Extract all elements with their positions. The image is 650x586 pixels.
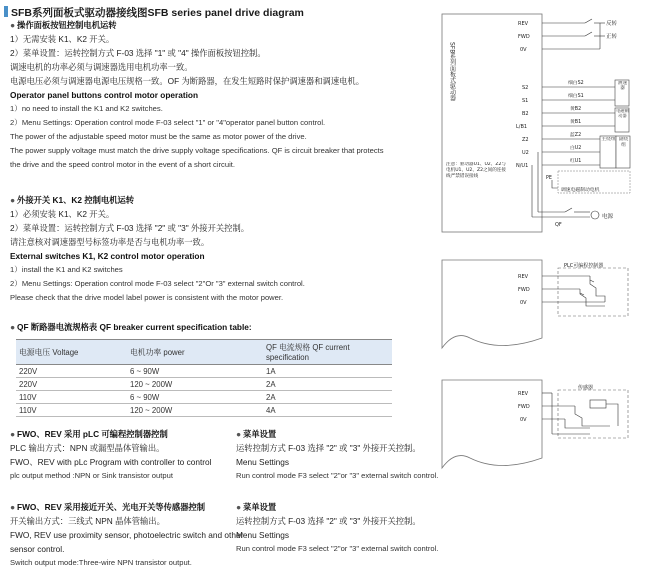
sensor-box: [558, 390, 628, 438]
pe-wire: [552, 180, 558, 188]
text-line: The power supply voltage must match the drive supply voltage specifications. QF is circuit breaker that protects: [10, 146, 384, 155]
text-line: FWO, REV use proximity sensor, photoelectric switch and other: [10, 530, 244, 540]
wire-label: 黄B2: [570, 107, 582, 112]
table-row: [16, 378, 392, 391]
wiring-note: 注意：驱动器U1、U2、Z2与电机U1、U2、Z2之间的连接线严禁错误接线: [446, 162, 506, 179]
table-cell: 110V: [16, 404, 127, 417]
terminal-rev: REV: [518, 21, 529, 27]
table-row: [16, 365, 392, 378]
qf-label: QF: [555, 222, 562, 228]
wire-label: 黄B1: [570, 120, 582, 125]
qf-spec-table: [16, 339, 392, 417]
text-line: 运转控制方式 F-03 选择 "2" 或 "3" 外接开关控制。: [236, 516, 421, 526]
operator-panel-section: [10, 18, 384, 172]
switch-reverse-label: 反转: [606, 21, 618, 27]
aux-winding-label: 副绕组: [618, 137, 629, 148]
terminal-s1: S1: [522, 98, 529, 104]
brake-label: 电磁制动器: [616, 109, 629, 118]
column-header: 电源电压 Voltage: [16, 340, 127, 365]
bullet-icon: ●: [10, 195, 16, 205]
bullet-icon: ●: [10, 20, 16, 30]
text-line: 调速电机的功率必须与调速器选用电机功率一致。: [10, 62, 193, 72]
text-line: 1）install the K1 and K2 switches: [10, 265, 123, 274]
table-cell: 1A: [263, 365, 392, 378]
table-row: [16, 404, 392, 417]
table-cell: 110V: [16, 391, 127, 404]
bullet-icon: ●: [236, 429, 242, 439]
column-header: 电机功率 power: [127, 340, 263, 365]
device-label: [449, 42, 456, 103]
wire-label: 细白S2: [568, 81, 584, 86]
text-line: 2）菜单设置：运转控制方式 F-03 选择 "2" 或 "3" 外接开关控制。: [10, 223, 250, 233]
menu-settings-2: [236, 500, 438, 556]
main-winding-label: 主绕组: [601, 137, 616, 142]
sensor-title: 传感器: [578, 385, 594, 391]
terminal-fwd: FWD: [518, 34, 530, 40]
external-switch-en-heading: External switches K1, K2 control motor operation: [10, 251, 205, 261]
note-box: [446, 162, 506, 202]
text-line: Menu Settings: [236, 530, 290, 540]
text-line: 1）必须安装 K1、K2 开关。: [10, 209, 115, 219]
text-line: 1）无需安装 K1、K2 开关。: [10, 34, 115, 44]
text-line: the drive and the speed control motor in the event of a short circuit.: [10, 160, 235, 169]
bullet-icon: ●: [10, 322, 16, 332]
text-line: 电源电压必须与调速器电源电压规格一致。OF 为断路器，在发生短路时保护调速器和调速电机。: [10, 76, 365, 86]
title-en: SFB series panel drive diagram: [147, 7, 304, 19]
table-cell: 120 ~ 200W: [127, 378, 263, 391]
motor-label: 调速电磁制动电机: [561, 188, 600, 193]
operator-panel-heading: 操作面板按钮控制电机运转: [17, 20, 117, 30]
power-source-icon: [591, 211, 599, 219]
power-label: 电源: [602, 214, 614, 220]
table-cell: 2A: [263, 391, 392, 404]
wire-label: 细白S1: [568, 94, 584, 99]
title-accent-bar: [4, 6, 8, 17]
table-cell: 220V: [16, 365, 127, 378]
pe-label: PE: [546, 176, 552, 181]
text-line: PLC 输出方式：NPN 或漏型晶体管输出。: [10, 443, 165, 453]
terminal-z2: Z2: [522, 137, 529, 143]
plc-heading: FWO、REV 采用 pLC 可编程控制器控制: [17, 429, 168, 439]
text-line: FWO、REV with pLc Program with controller to control: [10, 457, 212, 467]
plc-wiring-diagram: [440, 258, 640, 368]
bullet-icon: ●: [10, 502, 16, 512]
terminal-rev: REV: [518, 274, 529, 280]
plc-box: [558, 268, 628, 316]
terminal-rev: REV: [518, 391, 529, 397]
sensor-wires: [542, 393, 618, 434]
external-switch-heading: 外接开关 K1、K2 控制电机运转: [17, 195, 135, 205]
device-label-char: SFB系列面板式驱动器: [448, 42, 456, 102]
text-line: 开关输出方式：三线式 NPN 晶体管输出。: [10, 516, 165, 526]
sensor-element: [590, 400, 606, 408]
switch-wires: [542, 19, 605, 49]
terminal-u2: U2: [522, 150, 529, 156]
text-line: plc output method :NPN or Sink transistor output: [10, 471, 173, 480]
terminal-fwd: FWD: [518, 404, 530, 410]
operator-panel-en-heading: Operator panel buttons control motor operation: [10, 90, 199, 100]
menu-settings-1: [236, 427, 438, 483]
text-line: 2）菜单设置：运转控制方式 F-03 选择 "1" 或 "4" 操作面板按钮控制。: [10, 48, 266, 58]
table-cell: 4A: [263, 404, 392, 417]
bullet-icon: ●: [236, 502, 242, 512]
menu-heading: 菜单设置: [243, 502, 277, 512]
plc-title: PLC可编程控制器: [564, 263, 604, 269]
terminal-0v: 0V: [520, 417, 527, 423]
switch-forward-label: 正转: [606, 34, 618, 40]
tachometer-label: 测速器: [617, 81, 628, 92]
main-wiring-diagram: [440, 12, 640, 237]
text-line: 2）Menu Settings: Operation control mode F-03 select "2"Or "3" external switch control.: [10, 279, 305, 288]
table-row: [16, 391, 392, 404]
title-zh: SFB系列面板式驱动器接线图: [11, 7, 148, 19]
terminal-b2: B2: [522, 111, 529, 117]
sensor-section: [10, 500, 243, 570]
text-line: Please check that the drive model label power is consistent with the motor power.: [10, 293, 284, 302]
wire-label: 蓝Z2: [570, 133, 582, 138]
menu-heading: 菜单设置: [243, 429, 277, 439]
table-cell: 2A: [263, 378, 392, 391]
text-line: Run control mode F3 select "2"or "3" external switch control.: [236, 544, 439, 553]
terminal-lb1: L/B1: [516, 124, 528, 130]
sensor-heading: FWO、REV 采用接近开关、光电开关等传感器控制: [17, 502, 206, 512]
qf-table-heading: ● QF 断路器电流规格表 QF breaker current specification table:: [10, 322, 252, 332]
plc-wires: [542, 276, 605, 306]
text-line: 运转控制方式 F-03 选择 "2" 或 "3" 外接开关控制。: [236, 443, 421, 453]
text-line: The power of the adjustable speed motor must be the same as motor power of the drive.: [10, 132, 307, 141]
text-line: Menu Settings: [236, 457, 290, 467]
table-cell: 6 ~ 90W: [127, 391, 263, 404]
plc-section: [10, 427, 212, 483]
column-header: QF 电流规格 QF current specification: [263, 340, 392, 365]
wire-label: 白U2: [570, 146, 582, 151]
bullet-icon: ●: [10, 429, 16, 439]
terminal-0v: 0V: [520, 47, 527, 53]
wire-label: 红U1: [570, 159, 582, 164]
text-line: sensor control.: [10, 544, 65, 554]
table-cell: 220V: [16, 378, 127, 391]
sensor-wiring-diagram: [440, 378, 640, 488]
external-switch-section: [10, 193, 305, 305]
terminal-0v: 0V: [520, 300, 527, 306]
terminal-fwd: FWD: [518, 287, 530, 293]
terminal-nu1: N/U1: [516, 163, 529, 169]
table-cell: 6 ~ 90W: [127, 365, 263, 378]
text-line: 2）Menu Settings: Operation control mode F-03 select "1" or "4"operator panel button control.: [10, 118, 326, 127]
text-line: 1）no need to install the K1 and K2 switches.: [10, 104, 163, 113]
terminal-s2: S2: [522, 85, 529, 91]
table-cell: 120 ~ 200W: [127, 404, 263, 417]
table-header-row: [16, 340, 392, 365]
text-line: Switch output mode:Three-wire NPN transistor output.: [10, 558, 192, 567]
text-line: 请注意核对调速器型号标签功率是否与电机功率一致。: [10, 237, 210, 247]
text-line: Run control mode F3 select "2"or "3" external switch control.: [236, 471, 439, 480]
